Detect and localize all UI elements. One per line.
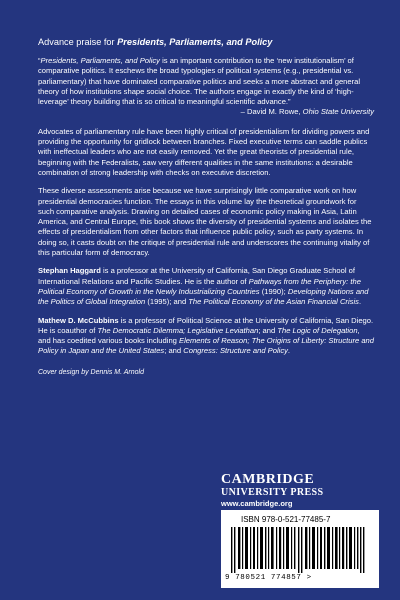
author-bio-haggard xyxy=(38,266,374,307)
bio-text: is a professor at the University of California, San Diego Graduate School of International Relations and Pacific Studies. He is the author of xyxy=(38,266,355,286)
bio-text: ; and xyxy=(258,325,278,335)
bio-text: . xyxy=(287,346,291,356)
book-title: Developing Nations and the Politics of Global Integration xyxy=(38,286,369,307)
publisher-name: CAMBRIDGE xyxy=(221,472,315,487)
quote-text: is an important contribution to the ‘new institutionalism’ of comparative politics. It eschews the broad typologies of political systems (e.g., presidential vs. parliamentary) that have dominated comparative politics and seeks a more abstract and general theory of how institutions shape social choice. The authors engage in exactly the kind of ‘high-leverage’ theory building that is so critical to meaningful scientific advance.” xyxy=(38,56,361,107)
book-title: Pathways from the Periphery: the Political Economy of Growth in the Newly Industrializing Countries xyxy=(38,276,361,296)
book-title: The Logic of Delegation xyxy=(277,325,358,335)
quote-author: – David M. Rowe, xyxy=(240,107,303,117)
paragraph-assessments: These diverse assessments arise because we have surprisingly little comparative work on how presidential democracies function. The essays in this volume lay the theoretical groundwork for such comparative analysis. Drawing on detailed cases of economic policy making in Asia, Latin America, and Central Europe, this book shows the diversity of presidential systems and isolates the effects of presidentialism from other factors that influence public policy, such as party systems. In doing so, it casts doubt on the critique of presidential rule and underscores the continuing vitality of this particular form of democracy. xyxy=(38,186,372,258)
quote-attribution xyxy=(38,107,374,117)
bio-text: , and has coedited various books including xyxy=(38,325,360,346)
author-name-mccubbins: Mathew D. McCubbins xyxy=(38,315,119,325)
barcode-icon xyxy=(229,527,371,573)
cover-design-credit: Cover design by Dennis M. Arnold xyxy=(38,368,144,376)
advance-praise-heading xyxy=(38,36,374,48)
quote-book-title: Presidents, Parliaments, and Policy xyxy=(40,56,160,65)
publisher-press: UNIVERSITY PRESS xyxy=(221,487,324,498)
advance-title: Presidents, Parliaments, and Policy xyxy=(117,37,273,47)
advance-prefix: Advance praise for xyxy=(38,37,118,47)
bio-text: is a professor of Political Science at the University of California, San Diego. He is coauthor of xyxy=(38,315,374,335)
cover-text xyxy=(38,36,374,376)
book-title: Congress: Structure and Policy xyxy=(183,346,288,356)
paragraph-advocates: Advocates of parliamentary rule have been highly critical of presidentialism for dividing powers and providing the opportunity for gridlock between branches. Fixed executive terms can saddle publics with ineffectual leaders who are not easily removed. Yet the great theorists of presidential rule, beginning with the Federalists, saw very different qualities in the same institutions: a desirable combination of strong leadership with checks on executive discretion. xyxy=(38,126,370,177)
book-title: The Political Economy of the Asian Financial Crisis xyxy=(188,297,359,307)
author-bio-mccubbins xyxy=(38,316,374,357)
barcode-digits: 9 780521 774857 > xyxy=(225,574,312,582)
author-name-haggard: Stephan Haggard xyxy=(38,266,101,276)
praise-quote: “Presidents, Parliaments, and Policy is an important contribution to the ‘new institutionalism’ of comparative politics. It eschews the broad typologies of political systems (e.g., presidential vs. parliamentary) that have dominated comparative politics and seeks a more abstract and general theory of how institutions shape social choice. The authors engage in exactly the kind of ‘high-leverage’ theory building that is so critical to meaningful scientific advance.” xyxy=(38,56,361,107)
bio-text: . xyxy=(358,297,362,307)
book-title: The Democratic Dilemma; Legislative Leviathan xyxy=(97,325,259,335)
quote-institution: Ohio State University xyxy=(302,107,374,117)
isbn-label: ISBN 978-0-521-77485-7 xyxy=(241,515,331,524)
book-title: Elements of Reason; The Origins of Liberty: Structure and Policy in Japan and the United States xyxy=(38,336,375,356)
bio-text: (1995); and xyxy=(145,297,189,307)
publisher-url: www.cambridge.org xyxy=(221,499,293,508)
bio-text: ; and xyxy=(164,346,184,356)
bio-text: (1990); xyxy=(259,286,288,296)
publisher-logo xyxy=(221,472,381,508)
barcode-panel xyxy=(221,510,379,588)
